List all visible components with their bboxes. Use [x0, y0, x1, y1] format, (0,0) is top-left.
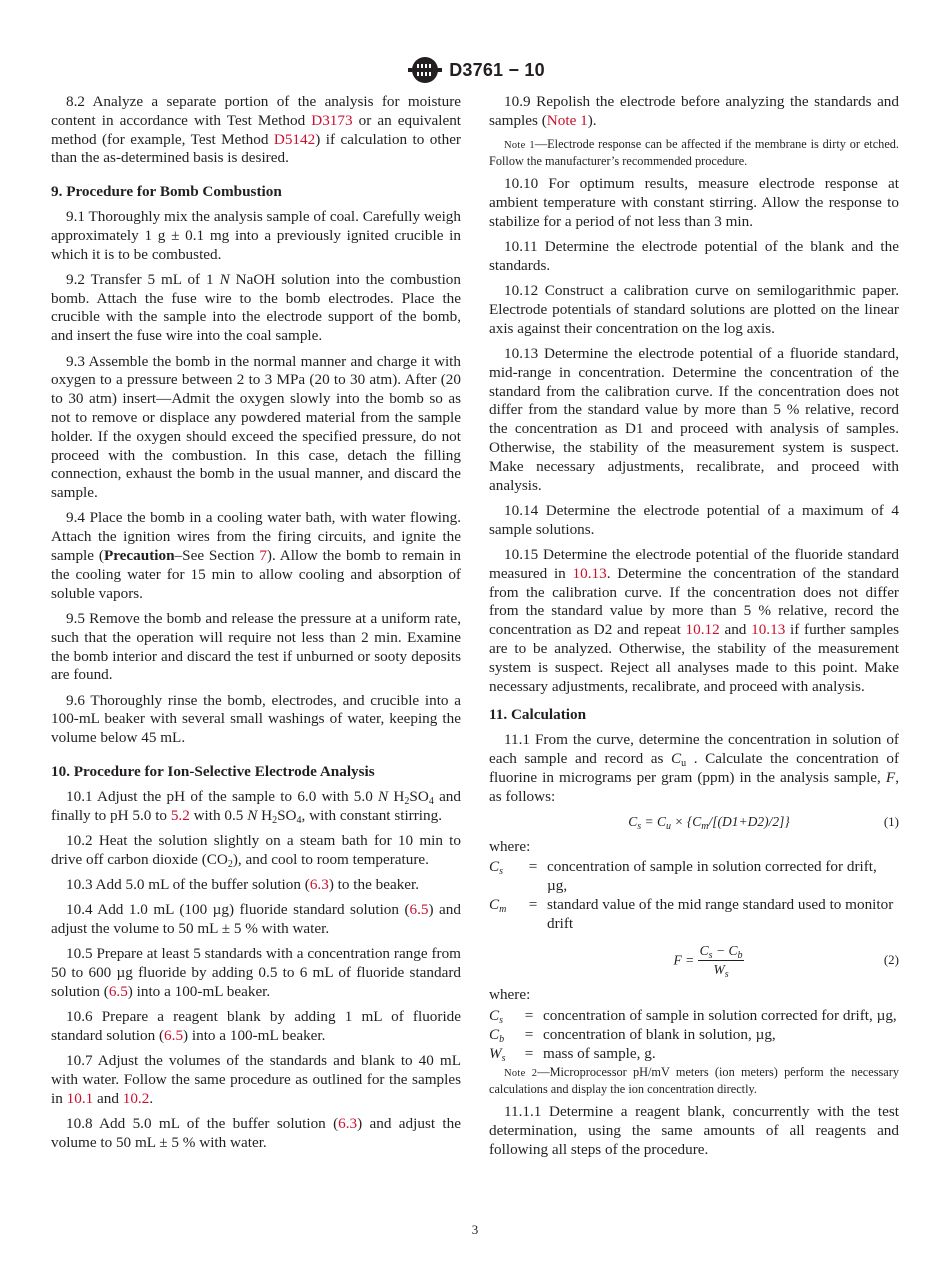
link-10-12[interactable]: 10.12 [685, 621, 720, 639]
definition-row: $C_m$ = standard value of the mid range standard used to monitor drift [489, 895, 894, 932]
page-header [0, 54, 950, 86]
left-column [51, 93, 461, 1159]
link-10-1[interactable]: 10.1 [66, 1089, 94, 1107]
para-10-8: 10.8 Add 5.0 mL of the buffer solution (6.3) and adjust the volume to 50 mL ± 5 % with water. [51, 1115, 461, 1152]
where-label: where: [489, 986, 531, 1004]
para-10-12: 10.12 Construct a calibration curve on semilogarithmic paper. Electrode potentials of standard solutions are plotted on the linear axis against their concentration on the log axis. [489, 282, 899, 337]
para-10-14: 10.14 Determine the electrode potential of a maximum of 4 sample solutions. [489, 501, 899, 538]
para-8-2: 8.2 Analyze a separate portion of the analysis for moisture content in accordance with Test Method D3173 or an equivalent method (for example, Test Method D5142) if calculation to other than the as-determined basis is desired. [51, 93, 462, 167]
link-d3173[interactable]: D3173 [311, 111, 353, 129]
para-10-1: 10.1 Adjust the pH of the sample to 6.0 with 5.0 N $H_2SO_4$ and finally to pH 5.0 to 5.2 with 0.5 N $H_2SO_4$, with constant stirring. [51, 787, 461, 826]
equation-2: F = $\frac{C_s - C_b}{W_s}$ (2) [673, 942, 899, 981]
link-d5142[interactable]: D5142 [273, 130, 316, 148]
para-10-11: 10.11 Determine the electrode potential of the blank and the standards. [489, 237, 899, 274]
para-10-2: 10.2 Heat the solution slightly on a steam bath for 10 min to drive off carbon dioxide $(CO_2)$, and cool to room temperature. [51, 831, 461, 870]
para-10-4: 10.4 Add 1.0 mL (100 µg) fluoride standard solution (6.5) and adjust the volume to 50 mL ± 5 % with water. [51, 901, 461, 938]
link-6-3[interactable]: 6.3 [338, 1115, 358, 1133]
link-5-2[interactable]: 5.2 [170, 806, 190, 824]
definition-row: $C_s$ = concentration of sample in solution corrected for drift, µg, [489, 858, 877, 895]
para-10-9: 10.9 Repolish the electrode before analyzing the standards and samples (Note 1). [489, 93, 899, 129]
right-column [489, 93, 899, 1166]
link-10-13[interactable]: 10.13 [572, 564, 607, 582]
definition-row: $C_s$ = concentration of sample in solution corrected for drift, µg, [489, 1006, 897, 1026]
definition-list-1 [489, 858, 899, 933]
para-11-1-1: 11.1.1 Determine a reagent blank, concurrently with the test determination, using the same amounts of all reagents and following all steps of the procedure. [489, 1103, 899, 1158]
heading-section-10: 10. Procedure for Ion-Selective Electrode Analysis [51, 763, 375, 780]
link-6-5[interactable]: 6.5 [409, 901, 429, 919]
heading-section-11: 11. Calculation [489, 706, 587, 724]
para-10-13: 10.13 Determine the electrode potential of a fluoride standard, mid-range in concentration. Determine the concentration of the standard from the calibration curve. If the concentration does not differ from the standard value by more than 5 % relative, record the concentration as D1 and proceed with analysis of samples. Otherwise, the stability of the measurement system is suspect. Make necessary adjustments, recalibrate, and proceed with analysis. [489, 344, 899, 494]
para-9-2: 9.2 Transfer 5 mL of 1 N NaOH solution into the combustion bomb. Attach the fuse wire to the bomb electrodes. Place the crucible with the sample into the electrode support of the bomb, and insert the fuse wire into the coal sample. [51, 270, 461, 345]
equation-1: $C_s = C_u \times \{C_m/[(D1+D2)/2]\}$ (1) [628, 813, 899, 832]
para-9-6: 9.6 Thoroughly rinse the bomb, electrodes, and crucible into a 100-mL beaker with several small washings of water, keeping the volume below 45 mL. [51, 691, 461, 747]
para-10-6: 10.6 Prepare a reagent blank by adding 1 mL of fluoride standard solution (6.5) into a 100-mL beaker. [51, 1008, 461, 1045]
note-2: Note 2—Microprocessor pH/mV meters (ion meters) perform the necessary calculations and display the ion concentration directly. [489, 1065, 899, 1096]
equation-number: (1) [883, 813, 899, 829]
link-note-1[interactable]: Note 1 [546, 111, 588, 129]
para-11-1: 11.1 From the curve, determine the concentration in solution of each sample and record as $C_u$ . Calculate the concentration of fluorine in micrograms per gram (ppm) in the analysis sample, F, as follows: [489, 731, 899, 805]
doc-number: D3761 − 10 [449, 59, 545, 80]
para-10-3: 10.3 Add 5.0 mL of the buffer solution (6.3) to the beaker. [66, 875, 420, 893]
para-10-7: 10.7 Adjust the volumes of the standards and blank to 40 mL with water. Follow the same procedure as outlined for the samples in 10.1 and 10.2. [51, 1052, 461, 1107]
definition-row: $C_b$ = concentration of blank in solution, µg, [489, 1025, 776, 1045]
para-9-3: 9.3 Assemble the bomb in the normal manner and charge it with oxygen to a pressure between 2 to 3 MPa (20 to 30 atm). After (20 to 30 atm) insert—Admit the oxygen slowly into the bomb so as not to remove or displace any powdered material from the sample holder. If the oxygen should exceed the specified pressure, do not proceed with the combustion. In this case, detach the filling connection, exhaust the bomb in the usual manner, and discard the sample. [51, 352, 461, 502]
definition-row: $W_s$ = mass of sample, g. [489, 1044, 656, 1064]
link-section-7[interactable]: 7 [259, 547, 267, 565]
para-9-4: 9.4 Place the bomb in a cooling water bath, with water flowing. Attach the ignition wires from the firing circuits, and ignite the sample (Precaution–See Section 7). Allow the bomb to remain in the cooling water for 15 min to allow cooling and absorption of soluble vapors. [51, 509, 461, 602]
link-10-2[interactable]: 10.2 [122, 1089, 150, 1107]
para-10-5: 10.5 Prepare at least 5 standards with a concentration range from 50 to 600 µg fluoride by adding 0.5 to 6 mL of fluoride standard solution (6.5) into a 100-mL beaker. [51, 945, 461, 1000]
para-10-15: 10.15 Determine the electrode potential of the fluoride standard measured in 10.13. Determine the concentration of the standard from the calibration curve. If the concentration does not differ from the standard value by more than 5 % relative, record the concentration as D2 and repeat 10.12 and 10.13 if further samples are to be analyzed. Otherwise, the stability of the measurement system is suspect. Reject all analyses made to this point. Make necessary adjustments, recalibrate, and proceed with analysis. [489, 545, 899, 695]
equation-number: (2) [883, 952, 899, 968]
para-10-10: 10.10 For optimum results, measure electrode response at ambient temperature with constant stirring. Allow the response to stabilize for a period of not less than 3 min. [489, 175, 899, 230]
para-9-1: 9.1 Thoroughly mix the analysis sample of coal. Carefully weigh approximately 1 g ± 0.1 mg into a previously ignited crucible in which it is to be combusted. [51, 207, 461, 263]
para-9-5: 9.5 Remove the bomb and release the pressure at a uniform rate, such that the operation will require not less than 2 min. Examine the bomb interior and discard the test if unburned or sooty deposits are found. [51, 609, 461, 684]
note-1: Note 1—Electrode response can be affected if the membrane is dirty or etched. Follow the manufacturer’s recommended procedure. [489, 137, 900, 168]
definition-list-2 [489, 1007, 899, 1063]
link-6-5[interactable]: 6.5 [164, 1027, 184, 1045]
where-label: where: [489, 837, 531, 855]
link-6-5[interactable]: 6.5 [108, 982, 128, 1000]
astm-logo [405, 55, 445, 85]
link-10-13[interactable]: 10.13 [751, 621, 786, 639]
page-number: 3 [471, 1222, 479, 1237]
heading-section-9: 9. Procedure for Bomb Combustion [51, 183, 282, 201]
link-6-3[interactable]: 6.3 [309, 875, 329, 893]
